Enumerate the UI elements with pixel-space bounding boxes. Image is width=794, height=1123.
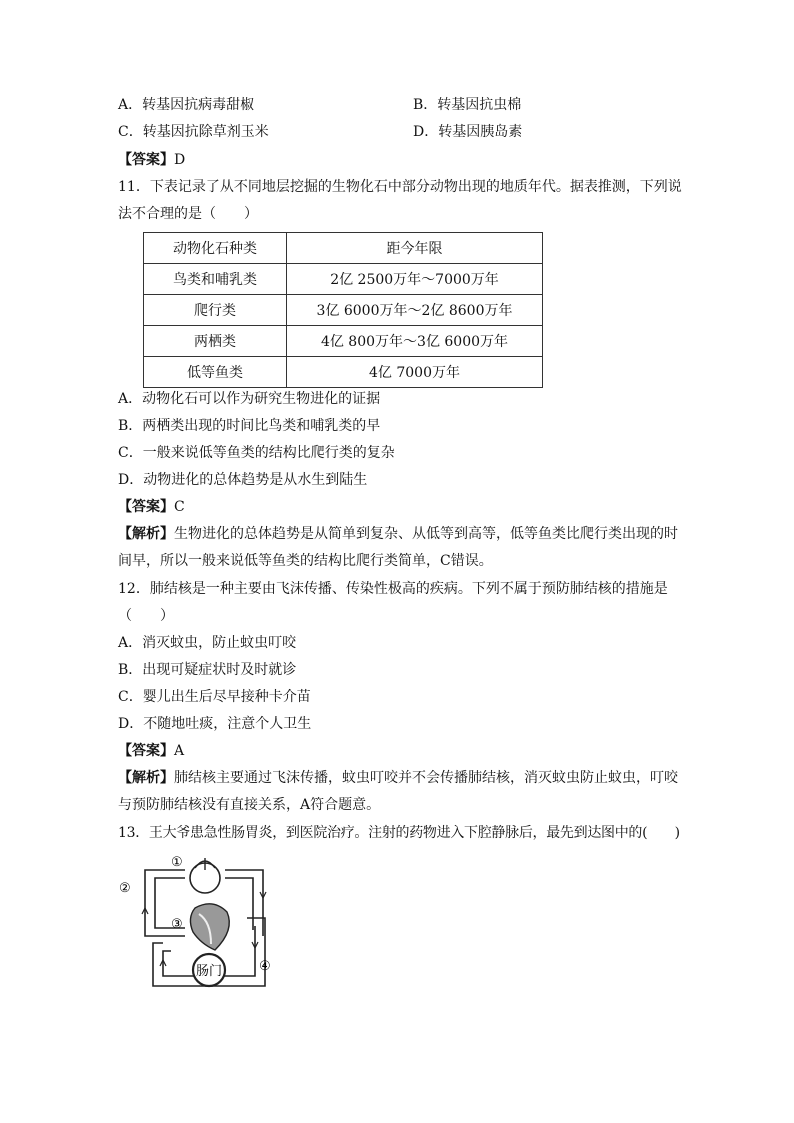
q11-stem-line1: 11．下表记录了从不同地层挖掘的生物化石中部分动物出现的地质年代。据表推测，下列说 xyxy=(118,179,682,195)
q10-option-a: A．转基因抗病毒甜椒 xyxy=(118,97,255,113)
table-row xyxy=(144,326,543,357)
q10-answer: 【答案】D xyxy=(118,152,186,168)
q12-option-a: A．消灭蚊虫，防止蚊虫叮咬 xyxy=(118,635,297,651)
q10-option-c: C．转基因抗除草剂玉米 xyxy=(118,124,269,140)
q10-option-b: B．转基因抗虫棉 xyxy=(413,97,522,113)
table-header: 距今年限 xyxy=(287,233,543,264)
table-header: 动物化石种类 xyxy=(144,233,287,264)
table-cell: 鸟类和哺乳类 xyxy=(144,264,287,295)
q12-analysis-line1: 【解析】肺结核主要通过飞沫传播，蚊虫叮咬并不会传播肺结核，消灭蚊虫防止蚊虫，叮咬 xyxy=(118,770,678,786)
q12-option-c: C．婴儿出生后尽早接种卡介苗 xyxy=(118,689,311,705)
table-row xyxy=(144,295,543,326)
table-cell: 4亿 7000万年 xyxy=(287,357,543,388)
q12-answer: 【答案】A xyxy=(118,743,185,759)
answer-label: 【答案】 xyxy=(118,499,174,515)
q11-option-d: D．动物进化的总体趋势是从水生到陆生 xyxy=(118,472,368,488)
table-row xyxy=(144,357,543,388)
q10-option-d: D．转基因胰岛素 xyxy=(413,124,523,140)
answer-label: 【答案】 xyxy=(118,152,174,168)
q11-analysis-line2: 间早，所以一般来说低等鱼类的结构比爬行类简单，C错误。 xyxy=(118,553,493,569)
table-cell: 低等鱼类 xyxy=(144,357,287,388)
organ-label: 肠门 xyxy=(196,964,223,979)
q12-stem-line2: （ ） xyxy=(118,608,174,624)
q11-option-b: B．两栖类出现的时间比鸟类和哺乳类的早 xyxy=(118,418,381,434)
analysis-label: 【解析】 xyxy=(118,770,174,786)
label-2: ② xyxy=(119,881,131,896)
q11-analysis-line1: 【解析】生物进化的总体趋势是从简单到复杂、从低等到高等，低等鱼类比爬行类出现的时 xyxy=(118,526,678,542)
answer-label: 【答案】 xyxy=(118,743,174,759)
table-row xyxy=(144,264,543,295)
fossil-table xyxy=(143,232,543,388)
q11-option-c: C．一般来说低等鱼类的结构比爬行类的复杂 xyxy=(118,445,395,461)
table-cell: 2亿 2500万年～7000万年 xyxy=(287,264,543,295)
pulmonary-loop-right xyxy=(225,870,263,936)
q12-option-d: D．不随地吐痰，注意个人卫生 xyxy=(118,716,312,732)
q12-stem-line1: 12．肺结核是一种主要由飞沫传播、传染性极高的疾病。下列不属于预防肺结核的措施是 xyxy=(118,581,668,597)
q11-option-a: A．动物化石可以作为研究生物进化的证据 xyxy=(118,391,381,407)
table-header-row xyxy=(144,233,543,264)
label-4: ④ xyxy=(259,959,271,974)
analysis-label: 【解析】 xyxy=(118,526,174,542)
q11-answer: 【答案】C xyxy=(118,499,185,515)
q13-stem: 13．王大爷患急性肠胃炎，到医院治疗。注射的药物进入下腔静脉后，最先到达图中的( ) xyxy=(118,825,680,841)
label-1: ① xyxy=(171,855,183,870)
label-3: ③ xyxy=(171,917,183,932)
table-cell: 4亿 800万年～3亿 6000万年 xyxy=(287,326,543,357)
q12-option-b: B．出现可疑症状时及时就诊 xyxy=(118,662,297,678)
heart-icon xyxy=(190,904,229,950)
circulation-diagram xyxy=(115,848,285,998)
table-cell: 两栖类 xyxy=(144,326,287,357)
table-cell: 3亿 6000万年～2亿 8600万年 xyxy=(287,295,543,326)
q12-analysis-line2: 与预防肺结核没有直接关系，A符合题意。 xyxy=(118,797,381,813)
q11-stem-line2: 法不合理的是（ ） xyxy=(118,206,258,222)
table-cell: 爬行类 xyxy=(144,295,287,326)
